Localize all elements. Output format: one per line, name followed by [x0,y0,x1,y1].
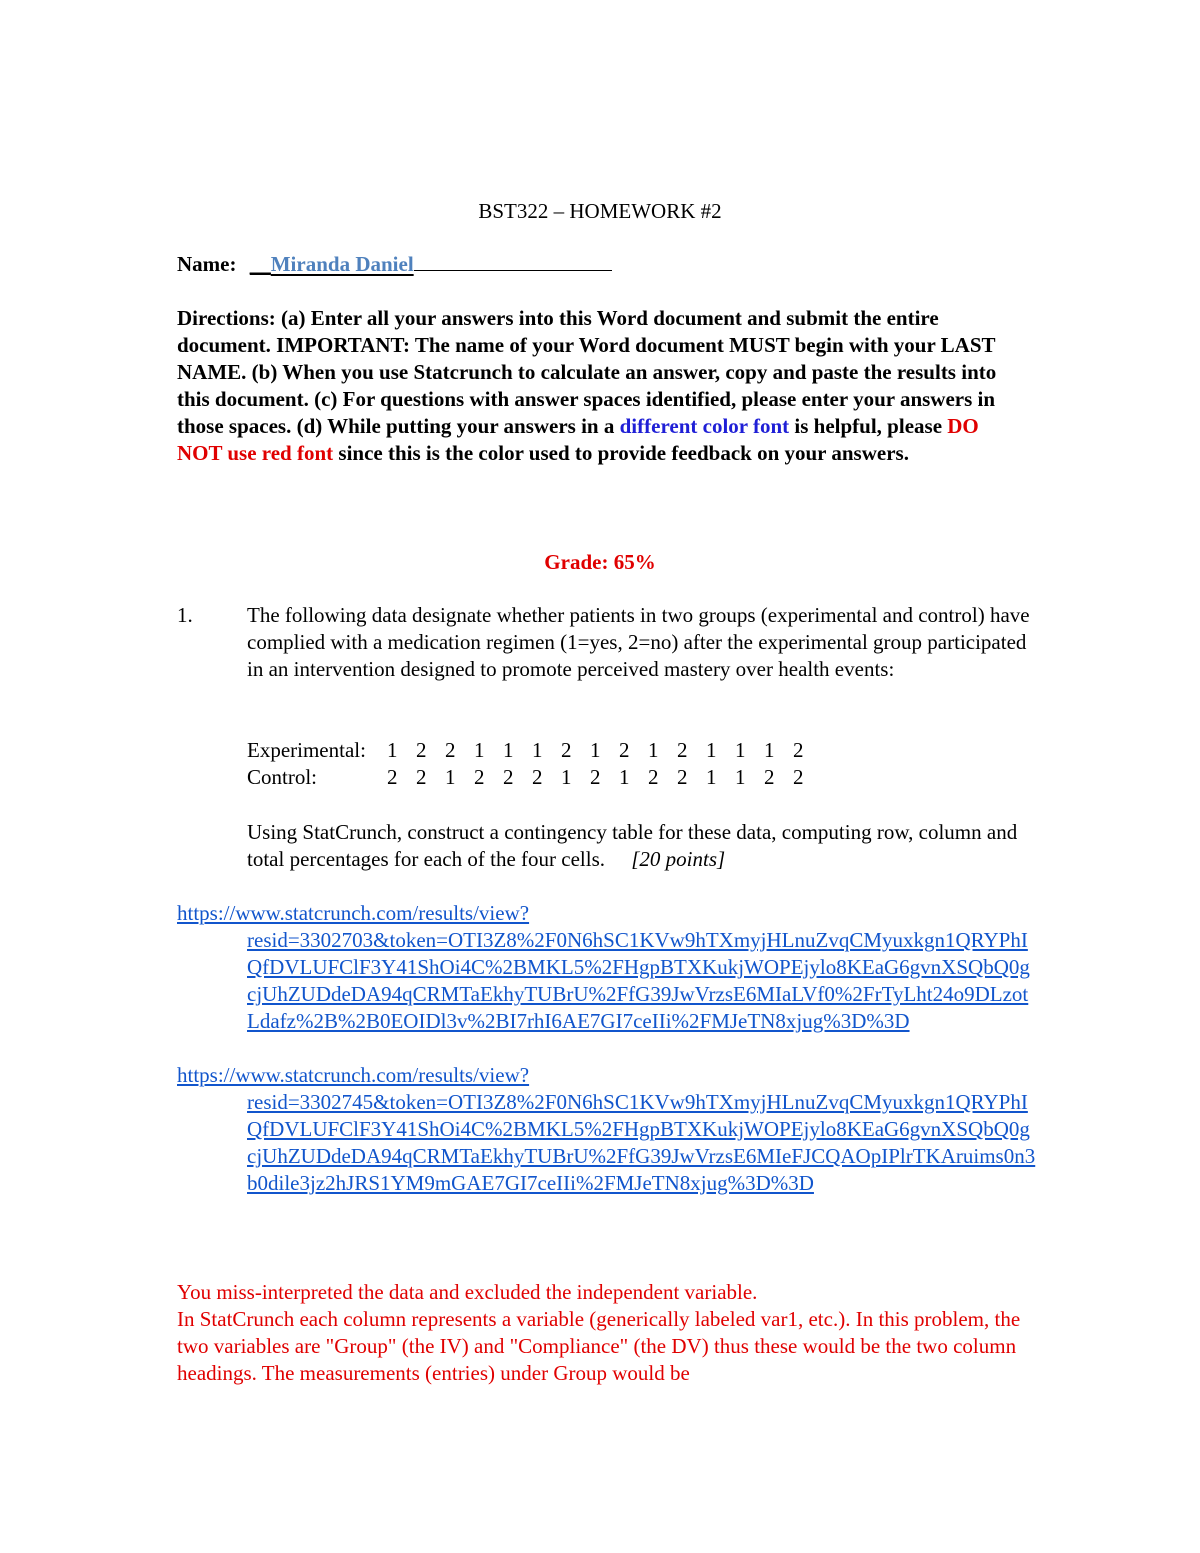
experimental-value: 2 [416,738,427,762]
control-value: 2 [590,765,601,789]
experimental-value: 1 [474,738,485,762]
points-label: [20 points] [631,847,726,871]
name-line [177,250,612,278]
name-label: Name: [177,252,237,276]
instructor-feedback [177,1279,1027,1387]
name-blank-line [414,269,612,271]
question-number: 1. [177,603,193,627]
control-value: 2 [764,765,775,789]
directions-paragraph [177,305,1027,467]
experimental-value: 2 [619,738,630,762]
link-2-rest[interactable]: resid=3302745&token=OTI3Z8%2F0N6hSC1KVw9hTXmyjHLnuZvqCMyuxkgn1QRYPhIQfDVLUFClF3Y41ShOi4C%2BMKL5%2FHgpBTXKukjWOPEjylo8KEaG6gvnXSQbQ0gcjUhZUDdeDA94qCRMTaEkhyTUBrU%2FfG39JwVrzsE6MIeFJCQAOpIPlrTKAruims0n3b0dile3jz2hJRS1YM9mGAE7GI7ceIIi%2FMJeTN8xjug%3D%3D [247,1090,1036,1195]
experimental-value: 2 [677,738,688,762]
experimental-value: 2 [445,738,456,762]
experimental-value: 2 [561,738,572,762]
student-name: Miranda Daniel [270,252,414,276]
control-value: 2 [793,765,804,789]
experimental-value: 1 [387,738,398,762]
control-value: 2 [387,765,398,789]
control-value: 1 [706,765,717,789]
control-value: 1 [619,765,630,789]
control-value: 2 [503,765,514,789]
link-1-first-line[interactable]: https://www.statcrunch.com/results/view? [177,901,530,925]
link-2-first-line[interactable]: https://www.statcrunch.com/results/view? [177,1063,530,1087]
experimental-value: 1 [735,738,746,762]
control-value: 2 [532,765,543,789]
control-value: 1 [445,765,456,789]
directions-text-3: since this is the color used to provide feedback on your answers. [333,441,909,465]
directions-text-2: is helpful, please [789,414,948,438]
link-1-rest[interactable]: resid=3302703&token=OTI3Z8%2F0N6hSC1KVw9hTXmyjHLnuZvqCMyuxkgn1QRYPhIQfDVLUFClF3Y41ShOi4C%2BMKL5%2FHgpBTXKukjWOPEjylo8KEaG6gvnXSQbQ0gcjUhZUDdeDA94qCRMTaEkhyTUBrU%2FfG39JwVrzsE6MIaLVf0%2FrTyLht24o9DLzotLdafz%2B%2B0EOIDl3v%2BI7rhI6AE7GI7ceIIi%2FMJeTN8xjug%3D%3D [247,928,1030,1033]
experimental-value: 1 [590,738,601,762]
control-value: 2 [416,765,427,789]
grade-label: Grade: 65% [544,550,656,574]
control-value: 1 [561,765,572,789]
directions-blue-text: different color font [619,414,790,438]
name-prefix: __ [249,252,271,276]
feedback-line-2: In StatCrunch each column represents a variable (generically labeled var1, etc.). In this problem, the two variables are "Group" (the IV) and "Compliance" (the DV) thus these would be the two column headings. The measurements (entries) under Group would be [177,1307,1021,1385]
experimental-values [387,738,822,762]
statcrunch-link-2[interactable] [177,1062,1037,1197]
experimental-row [247,737,822,764]
feedback-line-1: You miss-interpreted the data and excluded the independent variable. [177,1280,758,1304]
control-values [387,765,822,789]
experimental-value: 1 [503,738,514,762]
control-value: 1 [735,765,746,789]
control-row [247,764,822,791]
experimental-value: 2 [793,738,804,762]
page-title: BST322 – HOMEWORK #2 [478,199,722,223]
directions-text-1: Directions: (a) Enter all your answers into this Word document and submit the entire document. IMPORTANT: The name of your Word document MUST begin with your LAST NAME. (b) When you use Statcrunch to calculate an answer, copy and paste the results into this document. (c) For questions with answer spaces identified, please enter your answers in those spaces. (d) While putting your answers in a [177,306,997,438]
control-value: 2 [677,765,688,789]
experimental-value: 1 [706,738,717,762]
control-value: 2 [474,765,485,789]
instruction-text: Using StatCrunch, construct a contingency table for these data, computing row, column and total percentages for each of the four cells. [247,820,1018,871]
experimental-value: 1 [764,738,775,762]
directions-red-text: DO NOT use red font [177,414,979,465]
experimental-value: 1 [532,738,543,762]
control-value: 2 [648,765,659,789]
experimental-value: 1 [648,738,659,762]
question-text: The following data designate whether patients in two groups (experimental and control) have complied with a medication regimen (1=yes, 2=no) after the experimental group participated in an intervention designed to promote perceived mastery over health events: [247,603,1030,681]
control-label: Control: [247,765,318,789]
statcrunch-link-1[interactable] [177,900,1037,1035]
experimental-label: Experimental: [247,738,366,762]
question-instruction [247,819,1037,873]
